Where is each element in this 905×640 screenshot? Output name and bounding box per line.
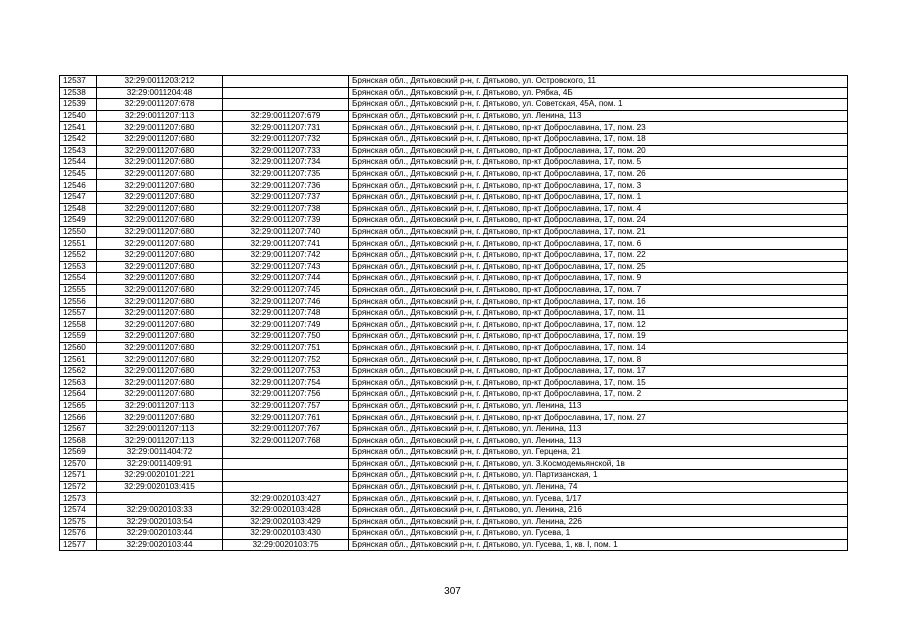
table-row	[60, 238, 848, 250]
address-cell: Брянская обл., Дятьковский р-н, г. Дятьково, пр-кт Доброславина, 17, пом. 9	[349, 273, 848, 285]
object-cadastral-number-cell: 32:29:0011207:733	[223, 145, 349, 157]
cadastral-number-cell: 32:29:0011207:680	[97, 365, 223, 377]
table-row	[60, 215, 848, 227]
address-cell: Брянская обл., Дятьковский р-н, г. Дятьково, пр-кт Доброславина, 17, пом. 25	[349, 261, 848, 273]
address-cell: Брянская обл., Дятьковский р-н, г. Дятьково, пр-кт Доброславина, 17, пом. 24	[349, 215, 848, 227]
row-number-cell: 12564	[60, 389, 97, 401]
address-cell: Брянская обл., Дятьковский р-н, г. Дятьково, ул. Ленина, 216	[349, 504, 848, 516]
cadastral-number-cell: 32:29:0011207:678	[97, 99, 223, 111]
address-cell: Брянская обл., Дятьковский р-н, г. Дятьково, пр-кт Доброславина, 17, пом. 2	[349, 389, 848, 401]
cadastral-number-cell: 32:29:0011207:680	[97, 319, 223, 331]
row-number-cell: 12542	[60, 133, 97, 145]
object-cadastral-number-cell: 32:29:0011207:748	[223, 307, 349, 319]
row-number-cell: 12537	[60, 76, 97, 88]
object-cadastral-number-cell: 32:29:0011207:745	[223, 284, 349, 296]
address-cell: Брянская обл., Дятьковский р-н, г. Дятьково, ул. Ленина, 226	[349, 516, 848, 528]
object-cadastral-number-cell: 32:29:0011207:734	[223, 157, 349, 169]
address-cell: Брянская обл., Дятьковский р-н, г. Дятьково, ул. Ленина, 113	[349, 110, 848, 122]
table-row	[60, 435, 848, 447]
address-cell: Брянская обл., Дятьковский р-н, г. Дятьково, ул. Рябка, 4Б	[349, 87, 848, 99]
address-cell: Брянская обл., Дятьковский р-н, г. Дятьково, ул. Гусева, 1/17	[349, 493, 848, 505]
row-number-cell: 12562	[60, 365, 97, 377]
object-cadastral-number-cell: 32:29:0011207:731	[223, 122, 349, 134]
object-cadastral-number-cell: 32:29:0011207:743	[223, 261, 349, 273]
row-number-cell: 12556	[60, 296, 97, 308]
object-cadastral-number-cell: 32:29:0011207:737	[223, 191, 349, 203]
object-cadastral-number-cell: 32:29:0011207:767	[223, 423, 349, 435]
table-row	[60, 342, 848, 354]
object-cadastral-number-cell	[223, 76, 349, 88]
row-number-cell: 12540	[60, 110, 97, 122]
row-number-cell: 12548	[60, 203, 97, 215]
table-row	[60, 504, 848, 516]
row-number-cell: 12550	[60, 226, 97, 238]
row-number-cell: 12551	[60, 238, 97, 250]
address-cell: Брянская обл., Дятьковский р-н, г. Дятьково, ул. Ленина, 113	[349, 423, 848, 435]
address-cell: Брянская обл., Дятьковский р-н, г. Дятьково, пр-кт Доброславина, 17, пом. 17	[349, 365, 848, 377]
cadastral-number-cell: 32:29:0011207:680	[97, 122, 223, 134]
table-row	[60, 539, 848, 551]
row-number-cell: 12557	[60, 307, 97, 319]
address-cell: Брянская обл., Дятьковский р-н, г. Дятьково, пр-кт Доброславина, 17, пом. 4	[349, 203, 848, 215]
row-number-cell: 12565	[60, 400, 97, 412]
table-row	[60, 447, 848, 459]
table-row	[60, 133, 848, 145]
object-cadastral-number-cell: 32:29:0011207:754	[223, 377, 349, 389]
cadastral-number-cell: 32:29:0020103:54	[97, 516, 223, 528]
table-row	[60, 481, 848, 493]
table-row	[60, 516, 848, 528]
cadastral-number-cell: 32:29:0020103:33	[97, 504, 223, 516]
page-number: 307	[444, 586, 461, 597]
address-cell: Брянская обл., Дятьковский р-н, г. Дятьково, пр-кт Доброславина, 17, пом. 21	[349, 226, 848, 238]
cadastral-number-cell: 32:29:0011207:680	[97, 215, 223, 227]
table-row	[60, 261, 848, 273]
address-cell: Брянская обл., Дятьковский р-н, г. Дятьково, ул. Партизанская, 1	[349, 470, 848, 482]
cadastral-number-cell: 32:29:0011404:72	[97, 447, 223, 459]
row-number-cell: 12555	[60, 284, 97, 296]
row-number-cell: 12543	[60, 145, 97, 157]
row-number-cell: 12541	[60, 122, 97, 134]
cadastral-number-cell: 32:29:0011207:680	[97, 203, 223, 215]
object-cadastral-number-cell: 32:29:0011207:757	[223, 400, 349, 412]
cadastral-number-cell: 32:29:0011409:91	[97, 458, 223, 470]
address-cell: Брянская обл., Дятьковский р-н, г. Дятьково, пр-кт Доброславина, 17, пом. 1	[349, 191, 848, 203]
object-cadastral-number-cell: 32:29:0011207:739	[223, 215, 349, 227]
cadastral-number-cell: 32:29:0011207:680	[97, 342, 223, 354]
table-row	[60, 110, 848, 122]
row-number-cell: 12545	[60, 168, 97, 180]
row-number-cell: 12563	[60, 377, 97, 389]
cadastral-number-cell: 32:29:0011207:113	[97, 423, 223, 435]
cadastral-number-cell: 32:29:0011207:680	[97, 238, 223, 250]
cadastral-number-cell: 32:29:0011207:680	[97, 412, 223, 424]
object-cadastral-number-cell	[223, 99, 349, 111]
address-cell: Брянская обл., Дятьковский р-н, г. Дятьково, пр-кт Доброславина, 17, пом. 22	[349, 249, 848, 261]
table-row	[60, 180, 848, 192]
object-cadastral-number-cell: 32:29:0011207:736	[223, 180, 349, 192]
table-row	[60, 412, 848, 424]
object-cadastral-number-cell: 32:29:0020103:430	[223, 528, 349, 540]
address-cell: Брянская обл., Дятьковский р-н, г. Дятьково, пр-кт Доброславина, 17, пом. 19	[349, 331, 848, 343]
object-cadastral-number-cell: 32:29:0011207:732	[223, 133, 349, 145]
cadastral-number-cell: 32:29:0011207:680	[97, 145, 223, 157]
object-cadastral-number-cell: 32:29:0020103:429	[223, 516, 349, 528]
address-cell: Брянская обл., Дятьковский р-н, г. Дятьково, пр-кт Доброславина, 17, пом. 14	[349, 342, 848, 354]
table-row	[60, 157, 848, 169]
object-cadastral-number-cell: 32:29:0011207:761	[223, 412, 349, 424]
cadastral-number-cell: 32:29:0011207:680	[97, 249, 223, 261]
row-number-cell: 12547	[60, 191, 97, 203]
object-cadastral-number-cell: 32:29:0020103:427	[223, 493, 349, 505]
object-cadastral-number-cell: 32:29:0011207:738	[223, 203, 349, 215]
row-number-cell: 12560	[60, 342, 97, 354]
address-cell: Брянская обл., Дятьковский р-н, г. Дятьково, ул. Ленина, 74	[349, 481, 848, 493]
object-cadastral-number-cell: 32:29:0011207:746	[223, 296, 349, 308]
address-cell: Брянская обл., Дятьковский р-н, г. Дятьково, пр-кт Доброславина, 17, пом. 7	[349, 284, 848, 296]
table-row	[60, 76, 848, 88]
address-cell: Брянская обл., Дятьковский р-н, г. Дятьково, пр-кт Доброславина, 17, пом. 18	[349, 133, 848, 145]
object-cadastral-number-cell	[223, 458, 349, 470]
cadastral-number-cell: 32:29:0011207:113	[97, 400, 223, 412]
table-row	[60, 354, 848, 366]
cadastral-number-cell: 32:29:0020103:44	[97, 539, 223, 551]
cadastral-number-cell: 32:29:0011207:680	[97, 296, 223, 308]
cadastral-number-cell	[97, 493, 223, 505]
table-row	[60, 122, 848, 134]
row-number-cell: 12573	[60, 493, 97, 505]
object-cadastral-number-cell	[223, 470, 349, 482]
address-cell: Брянская обл., Дятьковский р-н, г. Дятьково, пр-кт Доброславина, 17, пом. 3	[349, 180, 848, 192]
address-cell: Брянская обл., Дятьковский р-н, г. Дятьково, пр-кт Доброславина, 17, пом. 5	[349, 157, 848, 169]
cadastral-number-cell: 32:29:0011207:680	[97, 226, 223, 238]
cadastral-number-cell: 32:29:0011207:680	[97, 307, 223, 319]
address-cell: Брянская обл., Дятьковский р-н, г. Дятьково, пр-кт Доброславина, 17, пом. 26	[349, 168, 848, 180]
row-number-cell: 12570	[60, 458, 97, 470]
row-number-cell: 12546	[60, 180, 97, 192]
row-number-cell: 12561	[60, 354, 97, 366]
cadastral-number-cell: 32:29:0011207:680	[97, 377, 223, 389]
cadastral-number-cell: 32:29:0011204:48	[97, 87, 223, 99]
address-cell: Брянская обл., Дятьковский р-н, г. Дятьково, пр-кт Доброславина, 17, пом. 27	[349, 412, 848, 424]
row-number-cell: 12575	[60, 516, 97, 528]
row-number-cell: 12549	[60, 215, 97, 227]
object-cadastral-number-cell	[223, 481, 349, 493]
cadastral-number-cell: 32:29:0020103:415	[97, 481, 223, 493]
object-cadastral-number-cell: 32:29:0011207:768	[223, 435, 349, 447]
table-row	[60, 377, 848, 389]
cadastral-number-cell: 32:29:0011207:680	[97, 261, 223, 273]
cadastral-number-cell: 32:29:0011207:113	[97, 435, 223, 447]
object-cadastral-number-cell: 32:29:0011207:741	[223, 238, 349, 250]
object-cadastral-number-cell: 32:29:0011207:752	[223, 354, 349, 366]
object-cadastral-number-cell: 32:29:0011207:756	[223, 389, 349, 401]
table-row	[60, 203, 848, 215]
address-cell: Брянская обл., Дятьковский р-н, г. Дятьково, пр-кт Доброславина, 17, пом. 23	[349, 122, 848, 134]
row-number-cell: 12552	[60, 249, 97, 261]
address-cell: Брянская обл., Дятьковский р-н, г. Дятьково, пр-кт Доброславина, 17, пом. 16	[349, 296, 848, 308]
address-cell: Брянская обл., Дятьковский р-н, г. Дятьково, ул. Ленина, 113	[349, 435, 848, 447]
object-cadastral-number-cell: 32:29:0011207:740	[223, 226, 349, 238]
row-number-cell: 12567	[60, 423, 97, 435]
cadastral-number-cell: 32:29:0011207:680	[97, 168, 223, 180]
object-cadastral-number-cell: 32:29:0011207:750	[223, 331, 349, 343]
table-row	[60, 273, 848, 285]
table-row	[60, 168, 848, 180]
address-cell: Брянская обл., Дятьковский р-н, г. Дятьково, ул. Гусева, 1, кв. I, пом. 1	[349, 539, 848, 551]
cadastral-number-cell: 32:29:0011207:680	[97, 331, 223, 343]
object-cadastral-number-cell: 32:29:0011207:751	[223, 342, 349, 354]
row-number-cell: 12569	[60, 447, 97, 459]
table-row	[60, 319, 848, 331]
cadastral-number-cell: 32:29:0011207:113	[97, 110, 223, 122]
address-cell: Брянская обл., Дятьковский р-н, г. Дятьково, пр-кт Доброславина, 17, пом. 11	[349, 307, 848, 319]
table-row	[60, 458, 848, 470]
cadastral-number-cell: 32:29:0020103:44	[97, 528, 223, 540]
address-cell: Брянская обл., Дятьковский р-н, г. Дятьково, пр-кт Доброславина, 17, пом. 6	[349, 238, 848, 250]
object-cadastral-number-cell: 32:29:0011207:753	[223, 365, 349, 377]
table-row	[60, 307, 848, 319]
cadastral-number-cell: 32:29:0011203:212	[97, 76, 223, 88]
row-number-cell: 12544	[60, 157, 97, 169]
table-row	[60, 145, 848, 157]
row-number-cell: 12539	[60, 99, 97, 111]
table-row	[60, 87, 848, 99]
table-row	[60, 249, 848, 261]
cadastral-number-cell: 32:29:0011207:680	[97, 389, 223, 401]
row-number-cell: 12566	[60, 412, 97, 424]
address-cell: Брянская обл., Дятьковский р-н, г. Дятьково, пр-кт Доброславина, 17, пом. 12	[349, 319, 848, 331]
row-number-cell: 12572	[60, 481, 97, 493]
address-cell: Брянская обл., Дятьковский р-н, г. Дятьково, пр-кт Доброславина, 17, пом. 8	[349, 354, 848, 366]
address-cell: Брянская обл., Дятьковский р-н, г. Дятьково, ул. Островского, 11	[349, 76, 848, 88]
cadastral-number-cell: 32:29:0011207:680	[97, 157, 223, 169]
row-number-cell: 12577	[60, 539, 97, 551]
table-row	[60, 470, 848, 482]
row-number-cell: 12558	[60, 319, 97, 331]
object-cadastral-number-cell: 32:29:0011207:679	[223, 110, 349, 122]
object-cadastral-number-cell: 32:29:0011207:742	[223, 249, 349, 261]
address-cell: Брянская обл., Дятьковский р-н, г. Дятьково, ул. Советская, 45А, пом. 1	[349, 99, 848, 111]
address-cell: Брянская обл., Дятьковский р-н, г. Дятьково, ул. Ленина, 113	[349, 400, 848, 412]
row-number-cell: 12574	[60, 504, 97, 516]
row-number-cell: 12554	[60, 273, 97, 285]
row-number-cell: 12571	[60, 470, 97, 482]
object-cadastral-number-cell	[223, 87, 349, 99]
address-cell: Брянская обл., Дятьковский р-н, г. Дятьково, ул. З.Космодемьянской, 1в	[349, 458, 848, 470]
cadastral-number-cell: 32:29:0011207:680	[97, 191, 223, 203]
cadastral-number-cell: 32:29:0020101:221	[97, 470, 223, 482]
object-cadastral-number-cell	[223, 447, 349, 459]
table-row	[60, 389, 848, 401]
address-cell: Брянская обл., Дятьковский р-н, г. Дятьково, пр-кт Доброславина, 17, пом. 15	[349, 377, 848, 389]
row-number-cell: 12553	[60, 261, 97, 273]
table-row	[60, 528, 848, 540]
object-cadastral-number-cell: 32:29:0020103:428	[223, 504, 349, 516]
cadastral-number-cell: 32:29:0011207:680	[97, 354, 223, 366]
table-row	[60, 226, 848, 238]
row-number-cell: 12538	[60, 87, 97, 99]
cadastral-number-cell: 32:29:0011207:680	[97, 273, 223, 285]
cadastral-number-cell: 32:29:0011207:680	[97, 133, 223, 145]
object-cadastral-number-cell: 32:29:0011207:744	[223, 273, 349, 285]
row-number-cell: 12576	[60, 528, 97, 540]
table-row	[60, 400, 848, 412]
table-row	[60, 365, 848, 377]
cadastral-number-cell: 32:29:0011207:680	[97, 180, 223, 192]
address-cell: Брянская обл., Дятьковский р-н, г. Дятьково, ул. Гусева, 1	[349, 528, 848, 540]
object-cadastral-number-cell: 32:29:0020103:75	[223, 539, 349, 551]
registry-table-body	[60, 76, 848, 551]
table-row	[60, 423, 848, 435]
address-cell: Брянская обл., Дятьковский р-н, г. Дятьково, ул. Герцена, 21	[349, 447, 848, 459]
address-cell: Брянская обл., Дятьковский р-н, г. Дятьково, пр-кт Доброславина, 17, пом. 20	[349, 145, 848, 157]
table-row	[60, 191, 848, 203]
object-cadastral-number-cell: 32:29:0011207:735	[223, 168, 349, 180]
cadastral-number-cell: 32:29:0011207:680	[97, 284, 223, 296]
table-row	[60, 296, 848, 308]
table-row	[60, 331, 848, 343]
table-row	[60, 99, 848, 111]
table-row	[60, 284, 848, 296]
row-number-cell: 12568	[60, 435, 97, 447]
table-row	[60, 493, 848, 505]
row-number-cell: 12559	[60, 331, 97, 343]
object-cadastral-number-cell: 32:29:0011207:749	[223, 319, 349, 331]
registry-table	[59, 75, 848, 551]
